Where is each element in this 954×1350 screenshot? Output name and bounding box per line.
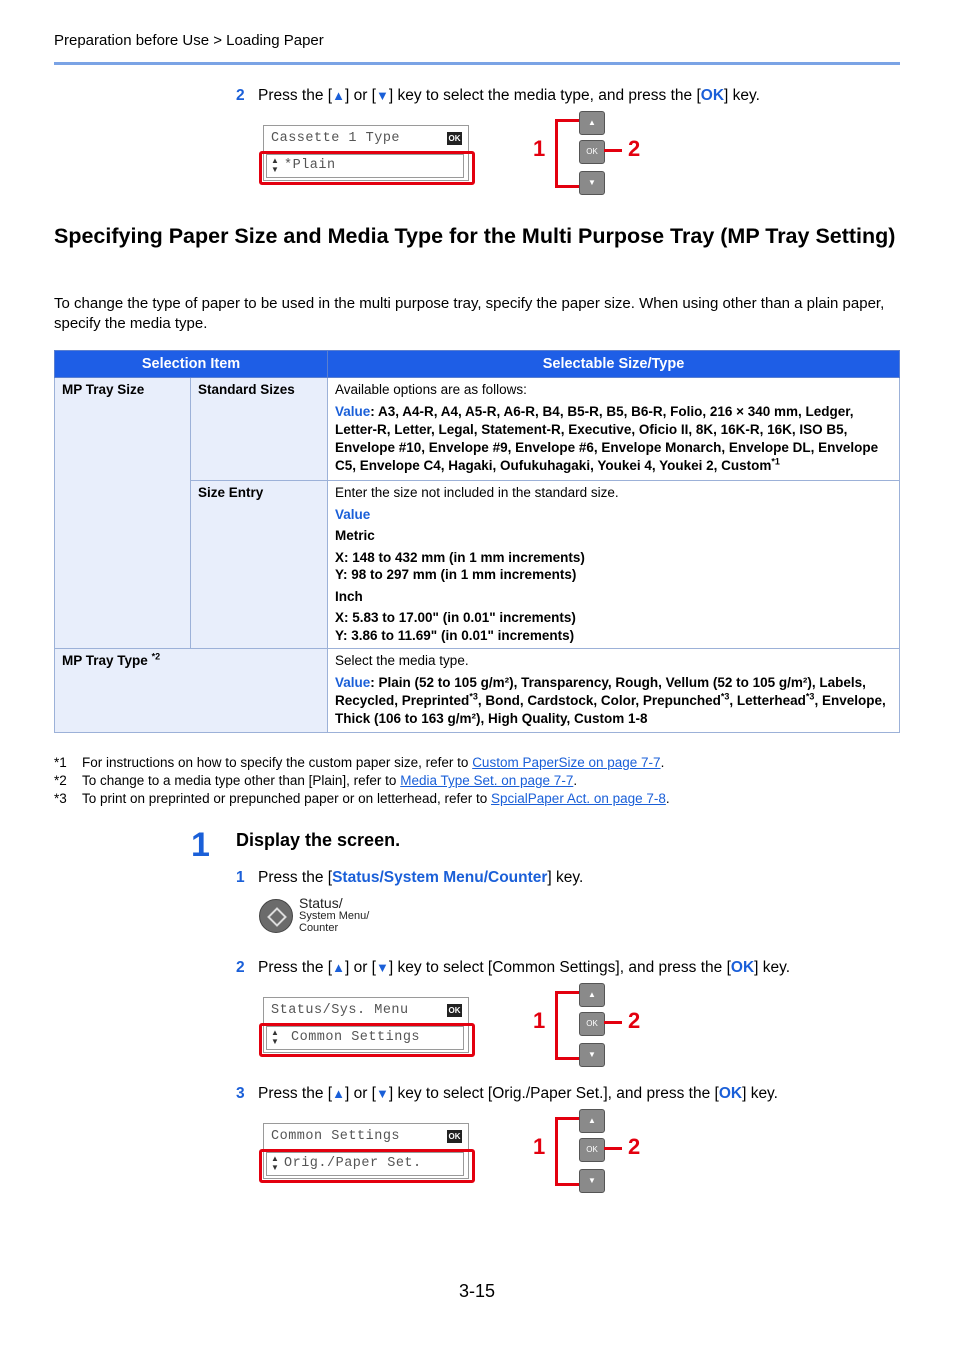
top-step-instruction bbox=[236, 87, 760, 105]
footnote-ref: *3 bbox=[805, 691, 815, 702]
text: Available options are as follows: bbox=[335, 382, 527, 397]
status-key-icon bbox=[259, 899, 293, 933]
down-arrow-icon: ▼ bbox=[375, 960, 389, 975]
value-label: Value bbox=[335, 404, 371, 419]
step-number: 2 bbox=[236, 87, 245, 104]
footnote bbox=[54, 773, 577, 788]
cell-media-type-values bbox=[328, 649, 900, 733]
lcd-line-1: Common Settings bbox=[271, 1129, 401, 1144]
up-arrow-icon: ▲ bbox=[332, 960, 345, 975]
table-row bbox=[55, 378, 900, 481]
text: Y: 3.86 to 11.69" (in 0.01" increments) bbox=[335, 627, 575, 643]
text: X: 148 to 432 mm (in 1 mm increments) bbox=[335, 549, 585, 565]
footnote-mark: *2 bbox=[54, 773, 67, 788]
standard-size-values: Value: A3, A4-R, A4, A5-R, A6-R, B4, B5-R, B5, B6-R, Folio, 216 × 340 mm, Ledger, Letter-R, Letter, Legal, Statement-R, Executive, Oficio II, 8K, 16K-R, 16K, ISO B5, Envelope #10, Envelope #9, Envelope #6, Envelope Monarch, Envelope DL, Envelope C5, Envelope C4, Hagaki, Oufukuhagaki, Youkei 4, Youkei 2, Custom$^{*1}$ bbox=[335, 404, 879, 473]
text: ] key to select the media type, and press the [ bbox=[388, 87, 701, 104]
highlight-box bbox=[259, 1023, 475, 1057]
lcd-line-1: Status/Sys. Menu bbox=[271, 1003, 409, 1018]
text: ] key to select [Orig./Paper Set.], and press the [ bbox=[388, 1085, 719, 1102]
lcd-selected-value: *Plain bbox=[284, 158, 336, 173]
ok-key-icon: OK bbox=[579, 140, 605, 164]
cell-standard-sizes: Standard Sizes bbox=[191, 378, 328, 481]
down-arrow-icon: ▼ bbox=[375, 88, 389, 103]
cell-mp-tray-type bbox=[55, 649, 328, 733]
keypad-diagram bbox=[533, 108, 641, 198]
text: ] key. bbox=[742, 1085, 778, 1102]
text: ] key. bbox=[754, 959, 791, 976]
footnote-ref: *3 bbox=[720, 691, 730, 702]
text: Select the media type. bbox=[335, 653, 469, 668]
up-arrow-icon: ▲ bbox=[332, 88, 345, 103]
footnote-ref: *2 bbox=[151, 651, 161, 662]
text: Press the [ bbox=[258, 1085, 333, 1102]
up-key-icon: ▲ bbox=[579, 111, 605, 135]
text: Status/ bbox=[299, 895, 343, 911]
footnote-ref: *1 bbox=[771, 456, 780, 467]
footnote bbox=[54, 791, 670, 806]
ok-key-label: OK bbox=[700, 87, 725, 104]
highlight-box bbox=[259, 151, 475, 185]
text: For instructions on how to specify the custom paper size, refer to bbox=[82, 755, 473, 770]
text: , Envelope, Thick (106 to 163 g/m²), High Quality, Custom 1-8 bbox=[335, 693, 886, 726]
status-key-caption bbox=[299, 896, 369, 934]
callout-2: 2 bbox=[628, 136, 641, 161]
text: Counter bbox=[299, 922, 339, 934]
header-selection-item: Selection Item bbox=[55, 351, 328, 378]
value-label: Value bbox=[335, 506, 371, 522]
page-number: 3-15 bbox=[458, 1281, 496, 1301]
text: , Letterhead bbox=[729, 693, 806, 708]
up-key-icon: ▲ bbox=[579, 1109, 605, 1133]
intro-paragraph: To change the type of paper to be used in the multi purpose tray, specify the paper size. When using other than a plain paper, specify the media type. bbox=[54, 295, 885, 332]
ok-icon: OK bbox=[448, 134, 461, 143]
up-down-arrow-icon: ▲ ▼ bbox=[271, 1028, 279, 1046]
footnote-link[interactable]: SpcialPaper Act. on page 7-8 bbox=[491, 791, 666, 806]
footnote bbox=[54, 755, 664, 770]
text: . bbox=[573, 773, 578, 788]
text: ] or [ bbox=[344, 959, 376, 976]
text: Inch bbox=[335, 588, 363, 604]
status-key-label: Status/System Menu/Counter bbox=[332, 869, 548, 886]
substep-2 bbox=[236, 959, 790, 977]
footnote-ref: *3 bbox=[469, 691, 478, 702]
up-down-arrow-icon: ▲ ▼ bbox=[271, 1154, 279, 1172]
text: , Bond, Cardstock, Color, Prepunched bbox=[477, 693, 721, 708]
ok-icon: OK bbox=[448, 1006, 461, 1015]
procedure-step-title: Display the screen. bbox=[236, 830, 401, 850]
text: Metric bbox=[335, 528, 375, 543]
cell-standard-values bbox=[328, 378, 900, 481]
text: Enter the size not included in the standard size. bbox=[335, 485, 619, 500]
cell-size-entry-values bbox=[328, 481, 900, 649]
value-label: Value bbox=[335, 675, 371, 690]
text: To print on preprinted or prepunched paper or on letterhead, refer to bbox=[82, 791, 492, 806]
step-number: 2 bbox=[236, 959, 245, 976]
callout-line bbox=[604, 149, 622, 152]
text: ] key to select [Common Settings], and press the [ bbox=[388, 959, 731, 976]
callout-2: 2 bbox=[628, 1008, 641, 1033]
text: ] key. bbox=[547, 869, 584, 886]
cell-mp-tray-size: MP Tray Size bbox=[55, 378, 191, 649]
callout-1: 1 bbox=[533, 1008, 546, 1033]
text: MP Tray Type bbox=[62, 653, 148, 668]
text: . bbox=[660, 755, 665, 770]
table-header-row bbox=[55, 351, 900, 378]
down-key-icon: ▼ bbox=[579, 1169, 605, 1193]
up-arrow-icon: ▲ bbox=[332, 1086, 345, 1101]
media-type-values: Value: Plain (52 to 105 g/m²), Transparency, Rough, Vellum (52 to 105 g/m²), Labels, Recycled, Preprinted$^{*3}$, Bond, Cardstock, Color, Prepunched$^{*3}$, Letterhead$^{*3}$, Envelope, Thick (106 to 163 g/m²), High Quality, Custom 1-8 bbox=[335, 675, 886, 726]
text: System Menu/ bbox=[299, 910, 370, 922]
cell-size-entry: Size Entry bbox=[191, 481, 328, 649]
footnote-mark: *1 bbox=[54, 755, 67, 770]
text: ] key. bbox=[724, 87, 760, 104]
lcd-selected-value: Common Settings bbox=[291, 1030, 421, 1045]
section-title: Specifying Paper Size and Media Type for the Multi Purpose Tray (MP Tray Setting) bbox=[54, 224, 896, 248]
ok-key-icon: OK bbox=[579, 1138, 605, 1162]
ok-key-icon: OK bbox=[579, 1012, 605, 1036]
text: X: 5.83 to 17.00" (in 0.01" increments) bbox=[335, 610, 576, 625]
breadcrumb: Preparation before Use > Loading Paper bbox=[54, 32, 324, 49]
text: Y: 98 to 297 mm (in 1 mm increments) bbox=[335, 567, 577, 582]
lcd-line-1: Cassette 1 Type bbox=[271, 131, 401, 146]
step-number: 3 bbox=[236, 1085, 245, 1102]
ok-key-label: OK bbox=[730, 959, 755, 976]
down-key-icon: ▼ bbox=[579, 171, 605, 195]
callout-line bbox=[604, 1147, 622, 1150]
text: To change to a media type other than [Plain], refer to bbox=[82, 773, 401, 788]
text: ] or [ bbox=[344, 1085, 376, 1102]
text: A3, A4-R, A4, A5-R, A6-R, B4, B5-R, B5, B6-R, Folio, 216 × 340 mm, Ledger, Letter-R, Letter, Legal, Statement-R, Executive, Oficio II, 8K, 16K-R, 16K, ISO B5, Envelope #10, Envelope #9, Envelope #6, Envelope Monarch, Envelope DL, Envelope C5, Envelope C4, Hagaki, Oufukuhagaki, Youkei 4, Youkei 2, Custom bbox=[335, 404, 879, 473]
substep-1 bbox=[236, 869, 583, 887]
down-arrow-icon: ▼ bbox=[375, 1086, 389, 1101]
highlight-box bbox=[259, 1149, 475, 1183]
ok-key-label: OK bbox=[718, 1085, 743, 1102]
procedure-step-number: 1 bbox=[191, 826, 210, 864]
header-rule bbox=[54, 62, 900, 65]
callout-1: 1 bbox=[533, 1134, 546, 1159]
text: ] or [ bbox=[344, 87, 376, 104]
callout-2: 2 bbox=[628, 1134, 641, 1159]
text: Press the [ bbox=[258, 959, 333, 976]
keypad-diagram bbox=[533, 980, 641, 1070]
header-selectable: Selectable Size/Type bbox=[328, 351, 900, 378]
footnote-mark: *3 bbox=[54, 791, 67, 806]
text: Plain (52 to 105 g/m²), Transparency, Rough, Vellum (52 to 105 g/m²), Labels, Recycled, Preprinted bbox=[335, 675, 866, 708]
text: Press the [ bbox=[258, 869, 333, 886]
up-key-icon: ▲ bbox=[579, 983, 605, 1007]
spec-table bbox=[54, 350, 900, 733]
callout-line bbox=[604, 1021, 622, 1024]
footnote-link[interactable]: Custom PaperSize on page 7-7 bbox=[472, 755, 661, 770]
table-row bbox=[55, 649, 900, 733]
keypad-diagram bbox=[533, 1106, 641, 1196]
footnote-link[interactable]: Media Type Set. on page 7-7 bbox=[400, 773, 574, 788]
callout-1: 1 bbox=[533, 136, 546, 161]
text: Press the [ bbox=[258, 87, 333, 104]
ok-icon: OK bbox=[448, 1132, 461, 1141]
lcd-selected-value: Orig./Paper Set. bbox=[284, 1156, 422, 1171]
down-key-icon: ▼ bbox=[579, 1043, 605, 1067]
substep-3 bbox=[236, 1085, 778, 1103]
step-number: 1 bbox=[236, 869, 245, 886]
up-down-arrow-icon: ▲ ▼ bbox=[271, 156, 279, 174]
text: . bbox=[665, 791, 670, 806]
